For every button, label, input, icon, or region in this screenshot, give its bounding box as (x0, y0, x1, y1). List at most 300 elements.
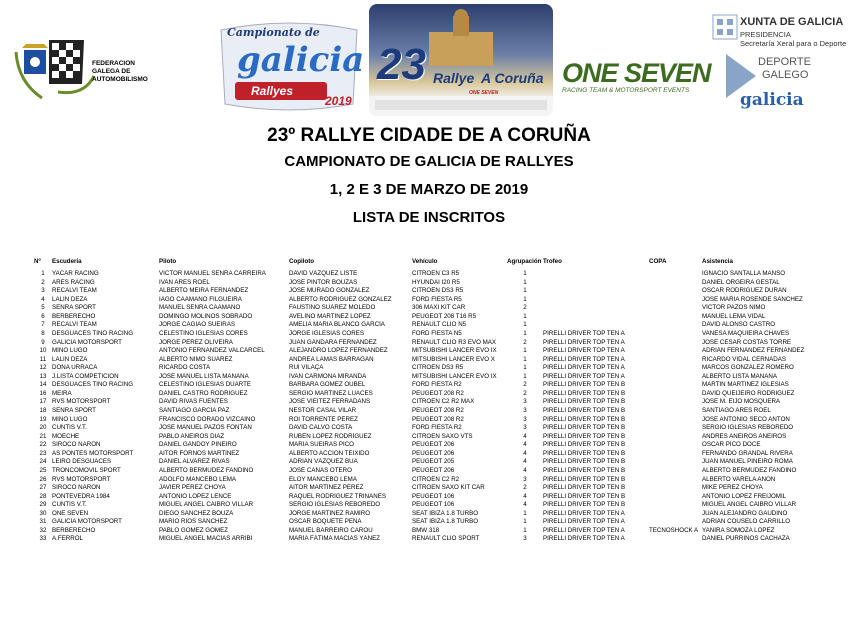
col-copiloto-cell: ROI TORRENTE PÉREZ (289, 415, 358, 423)
col-piloto-cell: RICARDO COSTA (159, 364, 211, 372)
col-asistencia-cell: MARCOS GONZÁLEZ ROMERO (702, 364, 794, 372)
col-copiloto-cell: AITOR MARTÍNEZ PEREZ (289, 484, 364, 492)
col-asistencia-cell: ALBERTO VARELA AÑON (702, 475, 776, 483)
col-asistencia-cell: MANUEL LEMA VIDAL (702, 312, 766, 320)
col-vehiculo-cell: PEUGEOT 106 (412, 492, 455, 500)
col-copiloto-cell: JOSE PINTOR BOUZAS (289, 278, 358, 286)
table-row (34, 356, 822, 365)
one-seven-logo (562, 58, 726, 102)
col-agrupacion-cell: 1 (523, 372, 527, 380)
col-agrupacion-cell: 1 (523, 509, 527, 517)
col-copiloto-cell: RAQUEL RODRÍGUEZ TRIÑANES (289, 492, 386, 500)
list-title: LISTA DE INSCRITOS (352, 209, 506, 226)
table-row (34, 270, 822, 279)
table-body (34, 270, 822, 544)
col-agrupacion-cell: 4 (523, 458, 527, 466)
col-escuderia-cell: RVS MOTORSPORT (52, 398, 111, 406)
col-piloto-cell: JOSE MANUEL PAZOS FONTÁN (159, 424, 252, 432)
col-copa-cell (649, 313, 702, 322)
fga-logo (14, 32, 164, 104)
col-number-cell: 8 (41, 329, 45, 337)
col-vehiculo-cell: PEUGEOT 206 (412, 466, 455, 474)
col-vehiculo-cell: CITROEN C2 R2 MAX (412, 398, 475, 406)
col-escuderia-cell: MIÑO LUGO (52, 347, 88, 355)
col-copiloto-cell: JOSÉ CAÑAS OTERO (289, 466, 352, 474)
col-agrupacion-cell: 4 (523, 432, 527, 440)
col-trofeo-cell: PIRELLI DRIVER TOP TEN B (543, 458, 626, 466)
col-escuderia-cell: MIÑO LUGO (52, 415, 88, 423)
col-agrupacion-cell: 1 (523, 321, 527, 329)
col-agrupacion-cell: 2 (523, 381, 527, 389)
col-piloto-cell: DIEGO SÁNCHEZ BOUZA (159, 509, 234, 517)
col-agrupacion-cell: 3 (523, 475, 527, 483)
col-asistencia-cell: ADRIÁN FERNÁNDEZ FERNÁNDEZ (702, 347, 805, 355)
table-row (34, 518, 822, 527)
col-number-cell: 14 (39, 381, 47, 389)
table-row (34, 433, 822, 442)
rallye-sponsor: ONE SEVEN (469, 90, 499, 96)
galicia-brand: galicia (740, 90, 804, 110)
col-copiloto-cell: AMELIA MARIA BLANCO GARCÍA (289, 321, 385, 329)
col-trofeo-cell: PIRELLI DRIVER TOP TEN B (543, 475, 626, 483)
col-trofeo-cell (543, 321, 649, 330)
col-escuderia-cell: SIROCO NARON (52, 484, 101, 492)
rallye-coruna-logo (369, 4, 553, 116)
col-piloto-cell: ADOLFO MANCEBO LEMA (159, 475, 237, 483)
col-number-cell: 23 (39, 449, 47, 457)
col-agrupacion-cell: 3 (523, 535, 527, 543)
col-vehiculo-cell: HYUNDAI I20 R5 (412, 278, 460, 286)
col-number-cell: 7 (41, 321, 45, 329)
col-copa-cell (649, 373, 702, 382)
col-trofeo-cell: PIRELLI DRIVER TOP TEN A (543, 329, 625, 337)
col-piloto-cell: IAGO CAAMAÑO FILGUEIRA (159, 295, 242, 303)
col-copa-cell (649, 390, 702, 399)
campeonato-logo (215, 20, 363, 112)
col-trofeo-cell (543, 279, 649, 288)
col-asistencia-cell: MIGUEL ANGEL CAIBRO VILLAR (702, 501, 797, 509)
col-asistencia-cell: DANIEL PURRIÑOS CACHAZA (702, 535, 790, 543)
col-vehiculo-cell: CITROËN DS3 R5 (412, 364, 464, 372)
col-number-cell: 22 (39, 441, 47, 449)
col-asistencia-cell: ALBERTO BERMÚDEZ FANDIÑO (702, 466, 797, 474)
table-row (34, 330, 822, 339)
col-number-cell: 28 (39, 492, 47, 500)
col-copiloto-cell: JORGE IGLESIAS CORES (289, 329, 364, 337)
col-copa-cell (649, 381, 702, 390)
col-copiloto-cell: JOSE VIEITEZ FERRADANS (289, 398, 371, 406)
col-asistencia-cell: SERGIO IGLESIAS REBOREDO (702, 424, 794, 432)
col-number-cell: 30 (39, 509, 47, 517)
col-trofeo-cell: PIRELLI DRIVER TOP TEN B (543, 441, 626, 449)
col-piloto-cell: MARIO RIOS SÁNCHEZ (159, 518, 228, 526)
col-vehiculo-cell: RENAULT CLIO N5 (412, 321, 467, 329)
col-asistencia-cell: VANESA MAQUIEIRA CHAVES (702, 329, 790, 337)
col-agrupacion-cell: 1 (523, 287, 527, 295)
col-copiloto-cell: JUAN GÁNDARA FERNÁNDEZ (289, 338, 377, 346)
table-row (34, 467, 822, 476)
xunta-title: XUNTA DE GALICIA (740, 16, 844, 28)
col-copa-cell (649, 304, 702, 313)
col-copiloto-cell: SERGIO MARTÍNEZ LUACES (289, 389, 373, 397)
col-copa-cell (649, 279, 702, 288)
table-row (34, 339, 822, 348)
col-asistencia-cell: JOSE ANTONIO SECO ANTÓN (702, 415, 790, 423)
col-escuderia-cell: RVS MOTORSPORT (52, 475, 111, 483)
col-agrupacion-cell: 2 (523, 389, 527, 397)
col-escuderia-cell: BERBERECHO (52, 312, 96, 320)
col-number-cell: 25 (39, 466, 47, 474)
col-agrupacion-cell: 1 (523, 270, 527, 277)
one-seven-text: ONE SEVEN (562, 58, 711, 88)
col-trofeo-cell: PIRELLI DRIVER TOP TEN A (543, 526, 625, 534)
col-copa-cell (649, 433, 702, 442)
table-row (34, 527, 822, 536)
col-escuderia-cell: TRONCOMOVIL SPORT (52, 466, 121, 474)
col-copa-cell (649, 296, 702, 305)
col-piloto-cell: MANUEL SENRA CAAMAÑO (159, 304, 241, 312)
col-asistencia-cell: MARTIN MARTINEZ IGLESIAS (702, 381, 789, 389)
col-trofeo-cell: PIRELLI DRIVER TOP TEN B (543, 398, 626, 406)
col-copa-cell (649, 458, 702, 467)
col-copa-cell (649, 347, 702, 356)
col-number-cell: 10 (39, 347, 47, 355)
col-piloto-cell: SANTIAGO GARCÍA PAZ (159, 407, 230, 414)
col-trofeo-cell: PIRELLI DRIVER TOP TEN B (543, 432, 626, 440)
campeonato-galicia: galicia (237, 40, 365, 80)
col-copa-cell (649, 321, 702, 330)
table-row (34, 279, 822, 288)
col-copa-header: COPA (649, 258, 667, 265)
col-piloto-cell: JOSE MANUEL LISTA MAÑANA (159, 372, 249, 380)
table-row (34, 458, 822, 467)
col-asistencia-cell: YANIRA SOMOZA LÓPEZ (702, 526, 775, 534)
col-escuderia-cell: YACAR RACING (52, 270, 99, 277)
col-copiloto-cell: JOSE MURADO GONZALEZ (289, 287, 370, 295)
col-asistencia-header: Asistencia (702, 258, 733, 265)
col-asistencia-cell: DAVID QUEIJEIRO RODRIGUEZ (702, 389, 795, 397)
xunta-logo (712, 14, 852, 118)
col-piloto-cell: IVAN ARES ROEL (159, 278, 210, 286)
col-vehiculo-cell: CITROEN SAXO VTS (412, 432, 473, 440)
col-asistencia-cell: ANDRÉS ANEIROS ANEIROS (702, 432, 787, 440)
col-number-cell: 33 (39, 535, 47, 543)
col-asistencia-cell: JUAN MANUEL PIÑEIRO ROMA (702, 458, 793, 466)
col-trofeo-cell: PIRELLI DRIVER TOP TEN B (543, 424, 626, 432)
col-agrupacion-cell: 2 (523, 338, 527, 346)
col-trofeo-cell: PIRELLI DRIVER TOP TEN B (543, 501, 626, 509)
col-asistencia-cell: OSCAR PICO DOCE (702, 441, 761, 449)
col-piloto-cell: ALBERTO MEIRA FERNANDEZ (159, 287, 249, 295)
table-row (34, 476, 822, 485)
col-agrupacion-cell: 2 (523, 484, 527, 492)
col-agrupacion-cell: 3 (523, 415, 527, 423)
col-trofeo-cell: PIRELLI DRIVER TOP TEN A (543, 372, 625, 380)
col-number-cell: 27 (39, 484, 47, 492)
col-trofeo-cell (543, 313, 649, 322)
col-escuderia-cell: GALICIA MOTORSPORT (52, 338, 122, 346)
col-asistencia-cell: ALBERTO LISTA MAÑANA (702, 372, 777, 380)
col-escuderia-cell: ARES RACING (52, 278, 95, 286)
col-agrupacion-cell: 1 (523, 312, 527, 320)
col-piloto-cell: DANIEL GANDOY PIÑEIRO (159, 441, 237, 449)
table-row (34, 321, 822, 330)
col-number-cell: 29 (39, 501, 47, 509)
col-escuderia-cell: DESGUACES TINO RACING (52, 381, 134, 389)
table-row (34, 381, 822, 390)
col-agrupacion-cell: 1 (523, 347, 527, 355)
col-asistencia-cell: RICARDO VIDAL CERNADAS (702, 355, 787, 363)
col-vehiculo-cell: MITSUBISHI LANCER EVO IX (412, 372, 497, 380)
col-vehiculo-cell: PEUGEOT 206 (412, 441, 455, 449)
col-copiloto-cell: MANUEL BARREIRO CAROU (289, 526, 373, 534)
col-escuderia-cell: RECALVI TEAM (52, 287, 97, 295)
col-piloto-cell: DANIEL CASTRO RODRÍGUEZ (159, 389, 248, 397)
col-number-cell: 2 (41, 278, 45, 286)
col-number-cell: 20 (39, 424, 47, 432)
col-agrupacion-cell: 1 (523, 295, 527, 303)
col-copa-cell (649, 518, 702, 527)
col-vehiculo-cell: MITSUBISHI LANCER EVO IX (412, 347, 497, 355)
col-escuderia-cell: PONTEVEDRA 1984 (52, 492, 110, 500)
col-agrupacion-cell: 4 (523, 441, 527, 449)
col-vehiculo-cell: 306 MAXI KIT CAR (412, 304, 466, 312)
col-number-cell: 11 (39, 355, 47, 363)
col-piloto-header: Piloto (159, 258, 177, 265)
col-vehiculo-cell: PEUGEOT 208 T16 R5 (412, 312, 477, 320)
col-piloto-cell: MIGUEL ÁNGEL MACÍAS ARRIBI (159, 535, 253, 543)
col-copiloto-cell: ADRIÁN VÁZQUEZ BÚA (289, 458, 358, 466)
header-logos (0, 0, 858, 118)
col-escuderia-cell: BERBERECHO (52, 526, 96, 534)
col-number-cell: 13 (39, 372, 47, 380)
galego-word: GALEGO (762, 69, 809, 81)
col-copa-cell (649, 364, 702, 373)
col-agrupacion-cell: 4 (523, 466, 527, 474)
col-piloto-cell: JAVIER PÉREZ CHOYA (159, 484, 226, 492)
col-number-cell: 6 (41, 312, 45, 320)
xunta-emblem-icon (712, 14, 738, 40)
col-copa-cell (649, 535, 702, 544)
col-vehiculo-cell: PEUGEOT 208 R2 (412, 415, 464, 423)
col-trofeo-cell: PIRELLI DRIVER TOP TEN B (543, 484, 626, 492)
col-trofeo-cell: PIRELLI DRIVER TOP TEN A (543, 355, 625, 363)
col-asistencia-cell: DANIEL ORGEIRA GESTAL (702, 278, 780, 286)
col-copa-cell (649, 424, 702, 433)
col-agrupacion-header: Agrupación (507, 258, 542, 265)
col-trofeo-cell (543, 287, 649, 296)
col-vehiculo-cell: PEUGEOT 206 (412, 449, 455, 457)
col-agrupacion-cell: 1 (523, 355, 527, 363)
col-number-cell: 18 (39, 407, 47, 414)
col-trofeo-cell: PIRELLI DRIVER TOP TEN A (543, 518, 625, 526)
col-agrupacion-cell: 1 (523, 526, 527, 534)
fga-text: FEDERACION GALEGA DE AUTOMOBILISMO (92, 60, 148, 83)
col-number-cell: 17 (39, 398, 47, 406)
event-dates: 1, 2 E 3 DE MARZO DE 2019 (329, 181, 529, 198)
col-copiloto-cell: BÁRBARA GÓMEZ OUBEL (289, 381, 366, 389)
col-asistencia-cell: VÍCTOR PAZOS NIMO (702, 304, 766, 312)
col-copiloto-cell: JORGE MARTÍNEZ RAMIRO (289, 509, 371, 517)
col-escuderia-cell: ONE SEVEN (52, 509, 89, 517)
col-copa-cell (649, 416, 702, 425)
col-asistencia-cell: IGNACIO SANTALLA MANSO (702, 270, 786, 277)
col-vehiculo-cell: RENAULT CLIO R3 EVO MAX (412, 338, 497, 346)
col-copa-cell (649, 501, 702, 510)
col-trofeo-cell: PIRELLI DRIVER TOP TEN B (543, 449, 626, 457)
col-trofeo-cell: PIRELLI DRIVER TOP TEN A (543, 347, 625, 355)
col-copiloto-cell: AVELINO MARTÍNEZ LÓPEZ (289, 312, 371, 320)
document-titles (0, 124, 858, 232)
col-asistencia-cell: MIKE PEREZ CHOYA (702, 484, 763, 492)
xunta-presidencia: PRESIDENCIA (740, 30, 791, 39)
col-copa-cell (649, 450, 702, 459)
col-number-cell: 1 (41, 270, 45, 277)
col-number-cell: 21 (39, 432, 47, 440)
col-copa-cell (649, 441, 702, 450)
campeonato-year: 2019 (325, 94, 352, 108)
col-piloto-cell: DOMINGO MOLINOS SOBRADO (159, 312, 253, 320)
col-copa-cell (649, 270, 702, 279)
col-asistencia-cell: DAVID ALONSO CASTRO (702, 321, 776, 329)
col-asistencia-cell: SANTIAGO ARES ROEL (702, 407, 771, 414)
col-copiloto-cell: RUBÉN LÓPEZ RODRÍGUEZ (289, 432, 372, 440)
col-piloto-cell: DANIEL ALVAREZ RIVAS (159, 458, 230, 466)
col-trofeo-cell: PIRELLI DRIVER TOP TEN B (543, 381, 626, 389)
col-piloto-cell: JORGE PÉREZ OLIVEIRA (159, 338, 233, 346)
campeonato-rallyes: Rallyes (251, 84, 294, 98)
col-number-cell: 24 (39, 458, 47, 466)
col-vehiculo-cell: CITROEN SAXO KIT CAR (412, 484, 485, 492)
col-agrupacion-cell: 4 (523, 501, 527, 509)
col-asistencia-cell: JOSE MARIA ROSENDE SÁNCHEZ (702, 295, 803, 303)
col-trofeo-cell: PIRELLI DRIVER TOP TEN B (543, 407, 626, 414)
col-number-header: Nº (34, 258, 41, 265)
col-copa-cell (649, 476, 702, 485)
col-asistencia-cell: JOSE M. EIJO MOSQUERA (702, 398, 781, 406)
col-vehiculo-cell: RENAULT CLIO SPORT (412, 535, 480, 543)
col-trofeo-cell: PIRELLI DRIVER TOP TEN B (543, 466, 626, 474)
col-copiloto-header: Copiloto (289, 258, 315, 265)
col-vehiculo-cell: SEAT IBIZA 1.8 TURBO (412, 518, 479, 526)
col-vehiculo-cell: PEUGEOT 205 (412, 458, 455, 466)
col-escuderia-cell: CUNTIS V.T. (52, 501, 87, 509)
col-agrupacion-cell: 1 (523, 518, 527, 526)
col-copa-cell (649, 510, 702, 519)
col-escuderia-cell: LALIN DEZA (52, 355, 88, 363)
table-row (34, 484, 822, 493)
col-copa-cell (649, 356, 702, 365)
one-seven-subtitle: RACING TEAM & MOTORSPORT EVENTS (562, 87, 690, 94)
col-piloto-cell: MIGUEL ANGEL CAIBRO VILLAR (159, 501, 254, 509)
table-row (34, 441, 822, 450)
col-vehiculo-cell: CITROEN C2 R2 (412, 475, 460, 483)
col-trofeo-cell: PIRELLI DRIVER TOP TEN B (543, 389, 626, 397)
col-trofeo-cell (543, 270, 649, 279)
table-row (34, 364, 822, 373)
col-vehiculo-cell: PEUGEOT 106 (412, 501, 455, 509)
col-copiloto-cell: DAVID VÁZQUEZ LISTE (289, 270, 358, 277)
col-asistencia-cell: ADRIÁN COUSELO CARRILLO (702, 518, 791, 526)
col-piloto-cell: CELESTINO IGLESIAS CORES (159, 329, 248, 337)
col-vehiculo-cell: FORD FIESTA R5 (412, 295, 462, 303)
col-number-cell: 19 (39, 415, 47, 423)
col-piloto-cell: VICTOR MANUEL SENRA CARREIRA (159, 270, 266, 277)
col-trofeo-cell: PIRELLI DRIVER TOP TEN A (543, 535, 625, 543)
table-row (34, 373, 822, 382)
col-copiloto-cell: OSCAR BOQUETE PEÑA (289, 518, 362, 526)
col-agrupacion-cell: 2 (523, 304, 527, 312)
col-copa-cell (649, 407, 702, 416)
table-row (34, 398, 822, 407)
col-trofeo-cell: PIRELLI DRIVER TOP TEN B (543, 492, 626, 500)
col-escuderia-header: Escudería (52, 258, 82, 265)
col-number-cell: 3 (41, 287, 45, 295)
col-copiloto-cell: DAVID CALVO COSTA (289, 424, 353, 432)
col-agrupacion-cell: 1 (523, 329, 527, 337)
col-copiloto-cell: ALBERTO RODRIGUEZ GONZALEZ (289, 295, 392, 303)
col-agrupacion-cell: 4 (523, 492, 527, 500)
col-escuderia-cell: AS PONTES MOTORSPORT (52, 449, 134, 457)
col-asistencia-cell: FERNANDO GRANDAL RIVERA (702, 449, 793, 457)
col-escuderia-cell: DONA URRACA (52, 364, 98, 372)
deporte-word: DEPORTE (758, 56, 811, 68)
col-copiloto-cell: IVAN CARMONA MIRANDA (289, 372, 367, 380)
col-escuderia-cell: J.LISTA COMPETICIÓN (52, 372, 119, 380)
col-copiloto-cell: ALBERTO ACCIÓN TEIXIDO (289, 449, 370, 457)
table-row (34, 296, 822, 305)
col-agrupacion-cell: 1 (523, 364, 527, 372)
col-vehiculo-cell: PEUGEOT 208 R2 (412, 389, 464, 397)
col-escuderia-cell: MOECHE (52, 432, 80, 440)
col-asistencia-cell: ANTONIO LÓPEZ FREIJOMIL (702, 492, 787, 500)
table-row (34, 304, 822, 313)
col-escuderia-cell: SENRA SPORT (52, 304, 96, 312)
col-escuderia-cell: SIROCO NARON (52, 441, 101, 449)
col-vehiculo-cell: FORD FIESTA N5 (412, 329, 462, 337)
col-number-cell: 5 (41, 304, 45, 312)
table-row (34, 313, 822, 322)
table-row (34, 493, 822, 502)
col-piloto-cell: FRANCISCO DORADO VIZCAÍNO (159, 415, 256, 423)
col-asistencia-cell: JUAN ALEJANDRO GAUDINO (702, 509, 788, 517)
col-trofeo-cell: PIRELLI DRIVER TOP TEN A (543, 509, 625, 517)
col-trofeo-cell: PIRELLI DRIVER TOP TEN A (543, 364, 625, 372)
col-trofeo-header: Trofeo (543, 258, 562, 265)
col-agrupacion-cell: 4 (523, 449, 527, 457)
col-escuderia-cell: MEIRA (52, 389, 72, 397)
col-piloto-cell: CELESTINO IGLESIAS DUARTE (159, 381, 252, 389)
col-number-cell: 32 (39, 526, 47, 534)
col-vehiculo-cell: CITROËN DS3 R5 (412, 287, 464, 295)
col-copa-cell (649, 398, 702, 407)
table-row (34, 424, 822, 433)
col-vehiculo-cell: BMW 318 (412, 526, 440, 534)
col-piloto-cell: AITOR FORNOS MARTÍNEZ (159, 449, 240, 457)
rallye-number: 23 (377, 40, 426, 89)
col-copa-cell (649, 287, 702, 296)
col-copiloto-cell: FAUSTINO SUÁREZ MOLEDO (289, 304, 376, 312)
col-number-cell: 4 (41, 295, 45, 303)
table-row (34, 535, 822, 544)
xunta-secretaria: Secretaría Xeral para o Deporte (740, 39, 847, 48)
col-escuderia-cell: DESGUACES TINO RACING (52, 329, 134, 337)
table-row (34, 390, 822, 399)
col-trofeo-cell (543, 296, 649, 305)
col-copa-cell (649, 484, 702, 493)
col-escuderia-cell: LEIRO DESGUACES (52, 458, 112, 466)
col-vehiculo-cell: FORD FIESTA R2 (412, 381, 462, 389)
